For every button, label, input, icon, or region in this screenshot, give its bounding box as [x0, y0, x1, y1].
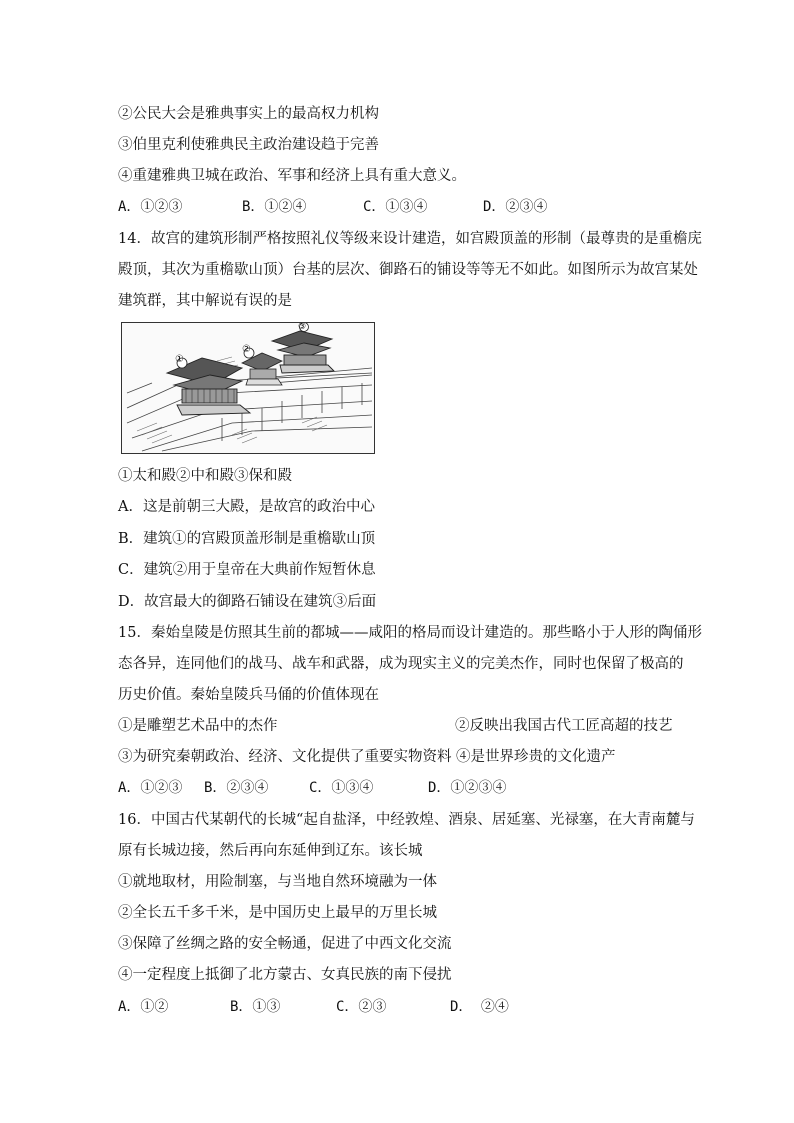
q14-stem-line-3: 建筑群，其中解说有误的是	[118, 293, 292, 309]
q15-option-a: A．①②③	[118, 780, 183, 796]
q15-option-c: C．①③④	[309, 780, 374, 796]
q14-stem-line-1: 14．故宫的建筑形制严格按照礼仪等级来设计建造，如宫殿顶盖的形制（最尊贵的是重檐庑	[118, 231, 702, 247]
figure-label-3: ③	[298, 322, 307, 332]
q14-option-c: C．建筑②用于皇帝在大典前作短暂休息	[118, 562, 376, 578]
q14-stem-line-2: 殿顶，其次为重檐歇山顶）台基的层次、御路石的铺设等等无不如此。如图所示为故宫某处	[118, 262, 698, 278]
q13-statement-2: ②公民大会是雅典事实上的最高权力机构	[118, 106, 379, 122]
q15-statement-4: ④是世界珍贵的文化遗产	[456, 749, 616, 765]
q13-option-b: B．①②④	[242, 199, 307, 215]
palace-figure	[121, 322, 375, 454]
q14-option-d: D．故宫最大的御路石铺设在建筑③后面	[118, 594, 377, 610]
q15-statement-3: ③为研究秦朝政治、经济、文化提供了重要实物资料	[118, 749, 452, 765]
q14-option-a: A．这是前朝三大殿，是故宫的政治中心	[118, 499, 375, 515]
q15-statement-2: ②反映出我国古代工匠高超的技艺	[455, 718, 673, 734]
q15-option-b: B．②③④	[204, 780, 269, 796]
q13-option-d: D．②③④	[483, 199, 548, 215]
q13-option-a: A．①②③	[118, 199, 183, 215]
q16-statement-3: ③保障了丝绸之路的安全畅通，促进了中西文化交流	[118, 936, 452, 952]
q13-statement-3: ③伯里克利使雅典民主政治建设趋于完善	[118, 137, 379, 153]
q14-option-b: B．建筑①的宫殿顶盖形制是重檐歇山顶	[118, 531, 376, 547]
q13-option-c: C．①③④	[363, 199, 428, 215]
q16-stem-line-1: 16．中国古代某朝代的长城“起自盐泽，中经敦煌、酒泉、居延塞、光禄塞，在大青南麓与	[118, 812, 695, 828]
figure-label-1: ①	[175, 354, 184, 365]
q16-statement-4: ④一定程度上抵御了北方蒙古、女真民族的南下侵扰	[118, 967, 452, 983]
q16-option-d: D． ②④	[450, 999, 509, 1015]
q14-caption: ①太和殿②中和殿③保和殿	[118, 468, 292, 484]
q16-statement-2: ②全长五千多千米，是中国历史上最早的万里长城	[118, 905, 437, 921]
q16-stem-line-2: 原有长城边接，然后再向东延伸到辽东。该长城	[118, 843, 423, 859]
q16-statement-1: ①就地取材，用险制塞，与当地自然环境融为一体	[118, 874, 437, 890]
q16-option-b: B．①③	[230, 999, 281, 1015]
q13-statement-4: ④重建雅典卫城在政治、军事和经济上具有重大意义。	[118, 168, 466, 184]
q16-option-a: A．①②	[118, 999, 169, 1015]
figure-label-2: ②	[242, 344, 251, 355]
q15-stem-line-2: 态各异，连同他们的战马、战车和武器，成为现实主义的完美杰作，同时也保留了极高的	[118, 656, 684, 672]
q15-stem-line-3: 历史价值。秦始皇陵兵马俑的价值体现在	[118, 687, 379, 703]
q16-option-c: C．②③	[336, 999, 387, 1015]
q15-stem-line-1: 15．秦始皇陵是仿照其生前的都城——咸阳的格局而设计建造的。那些略小于人形的陶俑形	[118, 625, 702, 641]
q15-option-d: D．①②③④	[428, 780, 507, 796]
q15-statement-1: ①是雕塑艺术品中的杰作	[118, 718, 278, 734]
palace-illustration	[122, 323, 374, 453]
